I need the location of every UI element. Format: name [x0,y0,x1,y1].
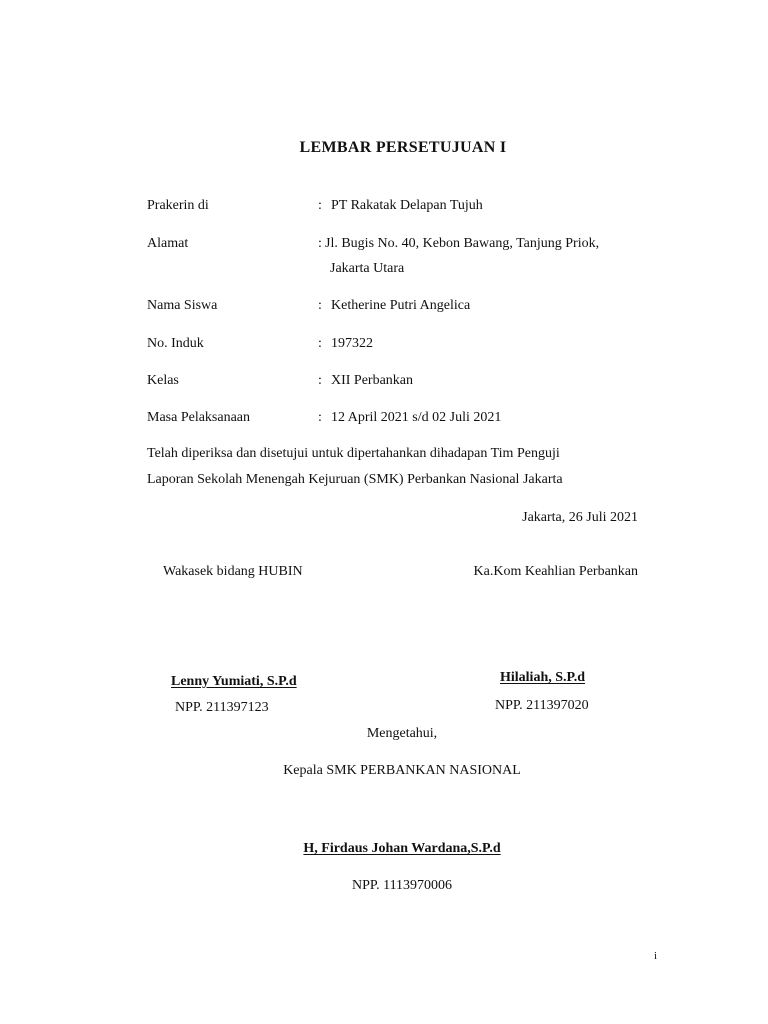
right-signatory-npp: NPP. 211397020 [495,698,589,713]
right-signatory-role: Ka.Kom Keahlian Perbankan [473,564,638,579]
acknowledged-label: Mengetahui, [366,726,438,741]
field-label-kelas: Kelas [147,373,179,388]
page-number: i [654,950,658,962]
field-label-alamat: Alamat [147,236,189,251]
field-value-no-induk: 197322 [331,336,373,351]
left-signatory-role: Wakasek bidang HUBIN [163,564,303,579]
head-role: Kepala SMK PERBANKAN NASIONAL [283,763,521,778]
head-name: H, Firdaus Johan Wardana,S.P.d [303,841,501,856]
page-title: LEMBAR PERSETUJUAN I [299,139,507,156]
approval-paragraph-line1: Telah diperiksa dan disetujui untuk dipertahankan dihadapan Tim Penguji [147,446,560,461]
field-label-no-induk: No. Induk [147,336,204,351]
field-colon: : [318,198,322,213]
approval-paragraph-line2: Laporan Sekolah Menengah Kejuruan (SMK) Perbankan Nasional Jakarta [147,472,563,487]
field-value-nama-siswa: Ketherine Putri Angelica [331,298,471,313]
field-colon: : [318,410,322,425]
left-signatory-npp: NPP. 211397123 [175,700,269,715]
left-signatory-name: Lenny Yumiati, S.P.d [171,674,297,689]
field-colon: : [318,236,322,251]
field-value-alamat-line2: Jakarta Utara [330,261,405,276]
field-value-alamat: Jl. Bugis No. 40, Kebon Bawang, Tanjung Priok, [325,236,600,251]
field-label-nama-siswa: Nama Siswa [147,298,218,313]
field-colon: : [318,373,322,388]
head-npp: NPP. 1113970006 [351,878,453,893]
place-date: Jakarta, 26 Juli 2021 [522,510,638,525]
field-value-prakerin: PT Rakatak Delapan Tujuh [331,198,483,213]
field-label-prakerin: Prakerin di [147,198,209,213]
field-colon: : [318,298,322,313]
field-value-kelas: XII Perbankan [331,373,414,388]
right-signatory-name: Hilaliah, S.P.d [500,670,586,685]
field-value-masa-pelaksanaan: 12 April 2021 s/d 02 Juli 2021 [331,410,502,425]
field-label-masa-pelaksanaan: Masa Pelaksanaan [147,410,251,425]
field-colon: : [318,336,322,351]
